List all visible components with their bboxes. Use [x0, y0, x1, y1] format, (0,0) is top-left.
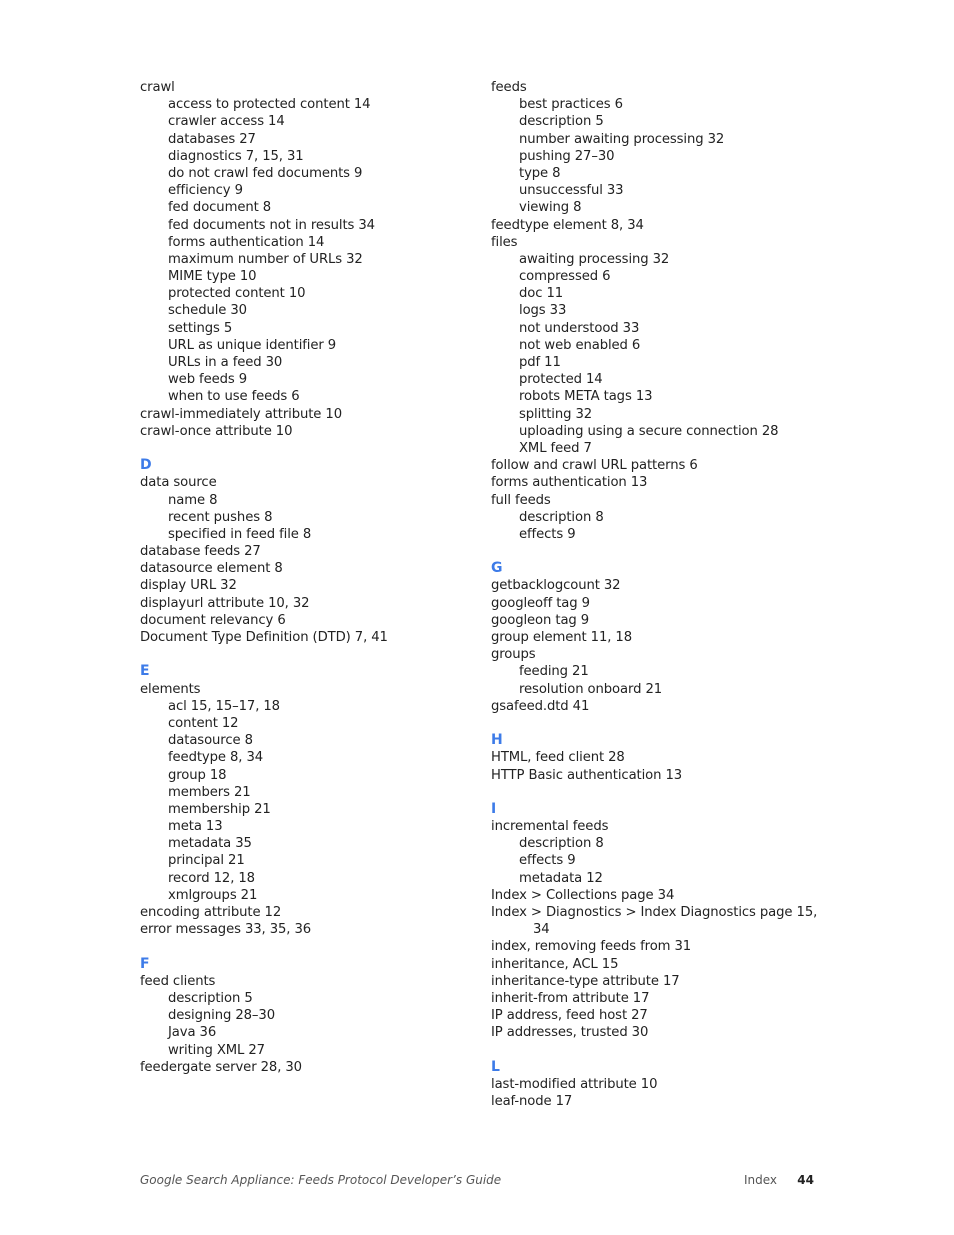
index-entry: full feeds	[491, 492, 551, 508]
index-section-letter: F	[140, 955, 150, 972]
index-subentry: schedule 30	[168, 303, 247, 319]
index-subentry: specified in feed file 8	[168, 526, 312, 542]
index-subentry: robots META tags 13	[519, 389, 653, 405]
footer-section-name: Index	[744, 1173, 778, 1187]
index-entry: datasource element 8	[140, 561, 283, 577]
index-subentry: forms authentication 14	[168, 234, 325, 250]
index-entry: crawl-immediately attribute 10	[140, 406, 342, 422]
index-entry: inheritance, ACL 15	[491, 956, 619, 972]
index-subentry: doc 11	[519, 286, 564, 302]
index-subentry: XML feed 7	[519, 440, 592, 456]
index-subentry: maximum number of URLs 32	[168, 251, 363, 267]
index-subentry: metadata 12	[519, 870, 603, 886]
index-entry: feed clients	[140, 973, 216, 989]
index-subentry: description 8	[519, 509, 604, 525]
index-subentry: members 21	[168, 784, 251, 800]
footer-page-number: 44	[797, 1173, 814, 1187]
index-subentry: access to protected content 14	[168, 97, 371, 113]
index-entry: Index > Collections page 34	[491, 887, 675, 903]
index-entry: crawl	[140, 80, 175, 95]
index-subentry: membership 21	[168, 801, 271, 817]
index-subentry: crawler access 14	[168, 114, 285, 130]
index-subentry: URLs in a feed 30	[168, 355, 283, 370]
index-entry: forms authentication 13	[491, 475, 648, 491]
index-entry: feedtype element 8, 34	[491, 217, 644, 233]
index-subentry: best practices 6	[519, 97, 623, 113]
index-entry: feedergate server 28, 30	[140, 1059, 302, 1075]
index-section-letter: I	[491, 800, 497, 817]
index-subentry: protected content 10	[168, 286, 306, 302]
index-subentry: feedtype 8, 34	[168, 750, 264, 766]
index-entry: googleon tag 9	[491, 612, 590, 628]
index-entry: database feeds 27	[140, 544, 261, 560]
index-entry: group element 11, 18	[491, 630, 633, 645]
index-subentry: not web enabled 6	[519, 337, 641, 353]
index-entry: inherit-from attribute 17	[491, 990, 650, 1006]
index-subentry: fed document 8	[168, 200, 272, 216]
index-subentry: uploading using a secure connection 28	[519, 423, 779, 439]
index-subentry: diagnostics 7, 15, 31	[168, 148, 304, 164]
index-subentry: description 5	[168, 990, 253, 1006]
index-subentry: protected 14	[519, 372, 603, 388]
index-entry: Index > Diagnostics > Index Diagnostics page 15,	[491, 905, 818, 920]
index-subentry: fed documents not in results 34	[168, 217, 375, 233]
index-entry: inheritance-type attribute 17	[491, 973, 680, 989]
index-entry: last-modified attribute 10	[491, 1076, 658, 1092]
index-subentry: record 12, 18	[168, 870, 255, 886]
index-entry: Document Type Definition (DTD) 7, 41	[140, 630, 388, 645]
index-subentry: when to use feeds 6	[168, 389, 300, 405]
index-entry: follow and crawl URL patterns 6	[491, 458, 698, 474]
index-subentry: Java 36	[168, 1025, 217, 1041]
index-subentry: xmlgroups 21	[168, 887, 258, 903]
index-entry: files	[491, 234, 518, 250]
index-subentry: settings 5	[168, 320, 233, 336]
index-section-letter: L	[491, 1058, 500, 1075]
index-entry: index, removing feeds from 31	[491, 939, 692, 955]
index-subentry: meta 13	[168, 819, 223, 835]
index-subentry: principal 21	[168, 853, 245, 869]
index-entry: feeds	[491, 80, 527, 95]
page-footer	[140, 1173, 814, 1191]
index-entry: error messages 33, 35, 36	[140, 922, 312, 938]
index-subentry: efficiency 9	[168, 183, 243, 199]
index-subentry: name 8	[168, 492, 218, 508]
index-subentry: do not crawl fed documents 9	[168, 165, 363, 181]
index-subentry: pdf 11	[519, 355, 561, 370]
index-subentry: metadata 35	[168, 836, 252, 852]
index-section-letter: H	[491, 732, 503, 749]
index-subentry: compressed 6	[519, 269, 611, 285]
index-subentry: type 8	[519, 165, 561, 181]
index-entry: getbacklogcount 32	[491, 578, 621, 594]
index-subentry: logs 33	[519, 303, 567, 319]
index-entry: crawl-once attribute 10	[140, 423, 293, 439]
index-column-left	[140, 79, 485, 1076]
index-subentry: effects 9	[519, 853, 576, 869]
index-subentry: group 18	[168, 767, 227, 783]
index-entry: IP addresses, trusted 30	[491, 1025, 649, 1041]
index-subentry: resolution onboard 21	[519, 681, 663, 697]
footer-document-title: Google Search Appliance: Feeds Protocol Developer’s Guide	[140, 1173, 502, 1187]
index-subentry: MIME type 10	[168, 269, 257, 285]
index-subentry: description 5	[519, 114, 604, 130]
index-subentry: designing 28–30	[168, 1008, 275, 1024]
index-entry: gsafeed.dtd 41	[491, 698, 590, 714]
index-entry: IP address, feed host 27	[491, 1008, 648, 1024]
index-subentry: web feeds 9	[168, 372, 248, 388]
index-entry: encoding attribute 12	[140, 905, 282, 920]
index-subentry: databases 27	[168, 131, 256, 147]
index-subentry: description 8	[519, 836, 604, 852]
index-subentry: URL as unique identifier 9	[168, 337, 337, 353]
index-subentry: content 12	[168, 715, 239, 731]
index-entry: incremental feeds	[491, 819, 609, 835]
index-subentry: viewing 8	[519, 200, 582, 216]
index-column-right	[491, 79, 836, 1110]
index-entry: leaf-node 17	[491, 1094, 573, 1110]
index-entry: HTTP Basic authentication 13	[491, 767, 683, 783]
index-section-letter: D	[140, 457, 152, 474]
index-subentry: splitting 32	[519, 406, 593, 422]
index-subentry: pushing 27–30	[519, 148, 615, 164]
index-entry: groups	[491, 647, 536, 663]
index-entry: googleoff tag 9	[491, 595, 590, 611]
index-subentry: feeding 21	[519, 664, 589, 680]
index-subentry: awaiting processing 32	[519, 251, 670, 267]
index-entry: elements	[140, 681, 201, 697]
index-subentry: unsuccessful 33	[519, 183, 624, 199]
index-subentry: not understood 33	[519, 320, 640, 336]
index-subentry: acl 15, 15–17, 18	[168, 698, 280, 714]
index-subentry: effects 9	[519, 526, 576, 542]
index-section-letter: E	[140, 663, 150, 680]
index-entry-continuation: 34	[533, 922, 550, 938]
index-entry: display URL 32	[140, 578, 237, 594]
index-entry: displayurl attribute 10, 32	[140, 595, 310, 611]
index-subentry: recent pushes 8	[168, 509, 273, 525]
index-entry: HTML, feed client 28	[491, 750, 625, 766]
index-subentry: number awaiting processing 32	[519, 131, 725, 147]
index-subentry: datasource 8	[168, 733, 253, 749]
index-entry: data source	[140, 475, 217, 491]
index-section-letter: G	[491, 560, 503, 577]
index-subentry: writing XML 27	[168, 1042, 265, 1058]
index-entry: document relevancy 6	[140, 612, 286, 628]
